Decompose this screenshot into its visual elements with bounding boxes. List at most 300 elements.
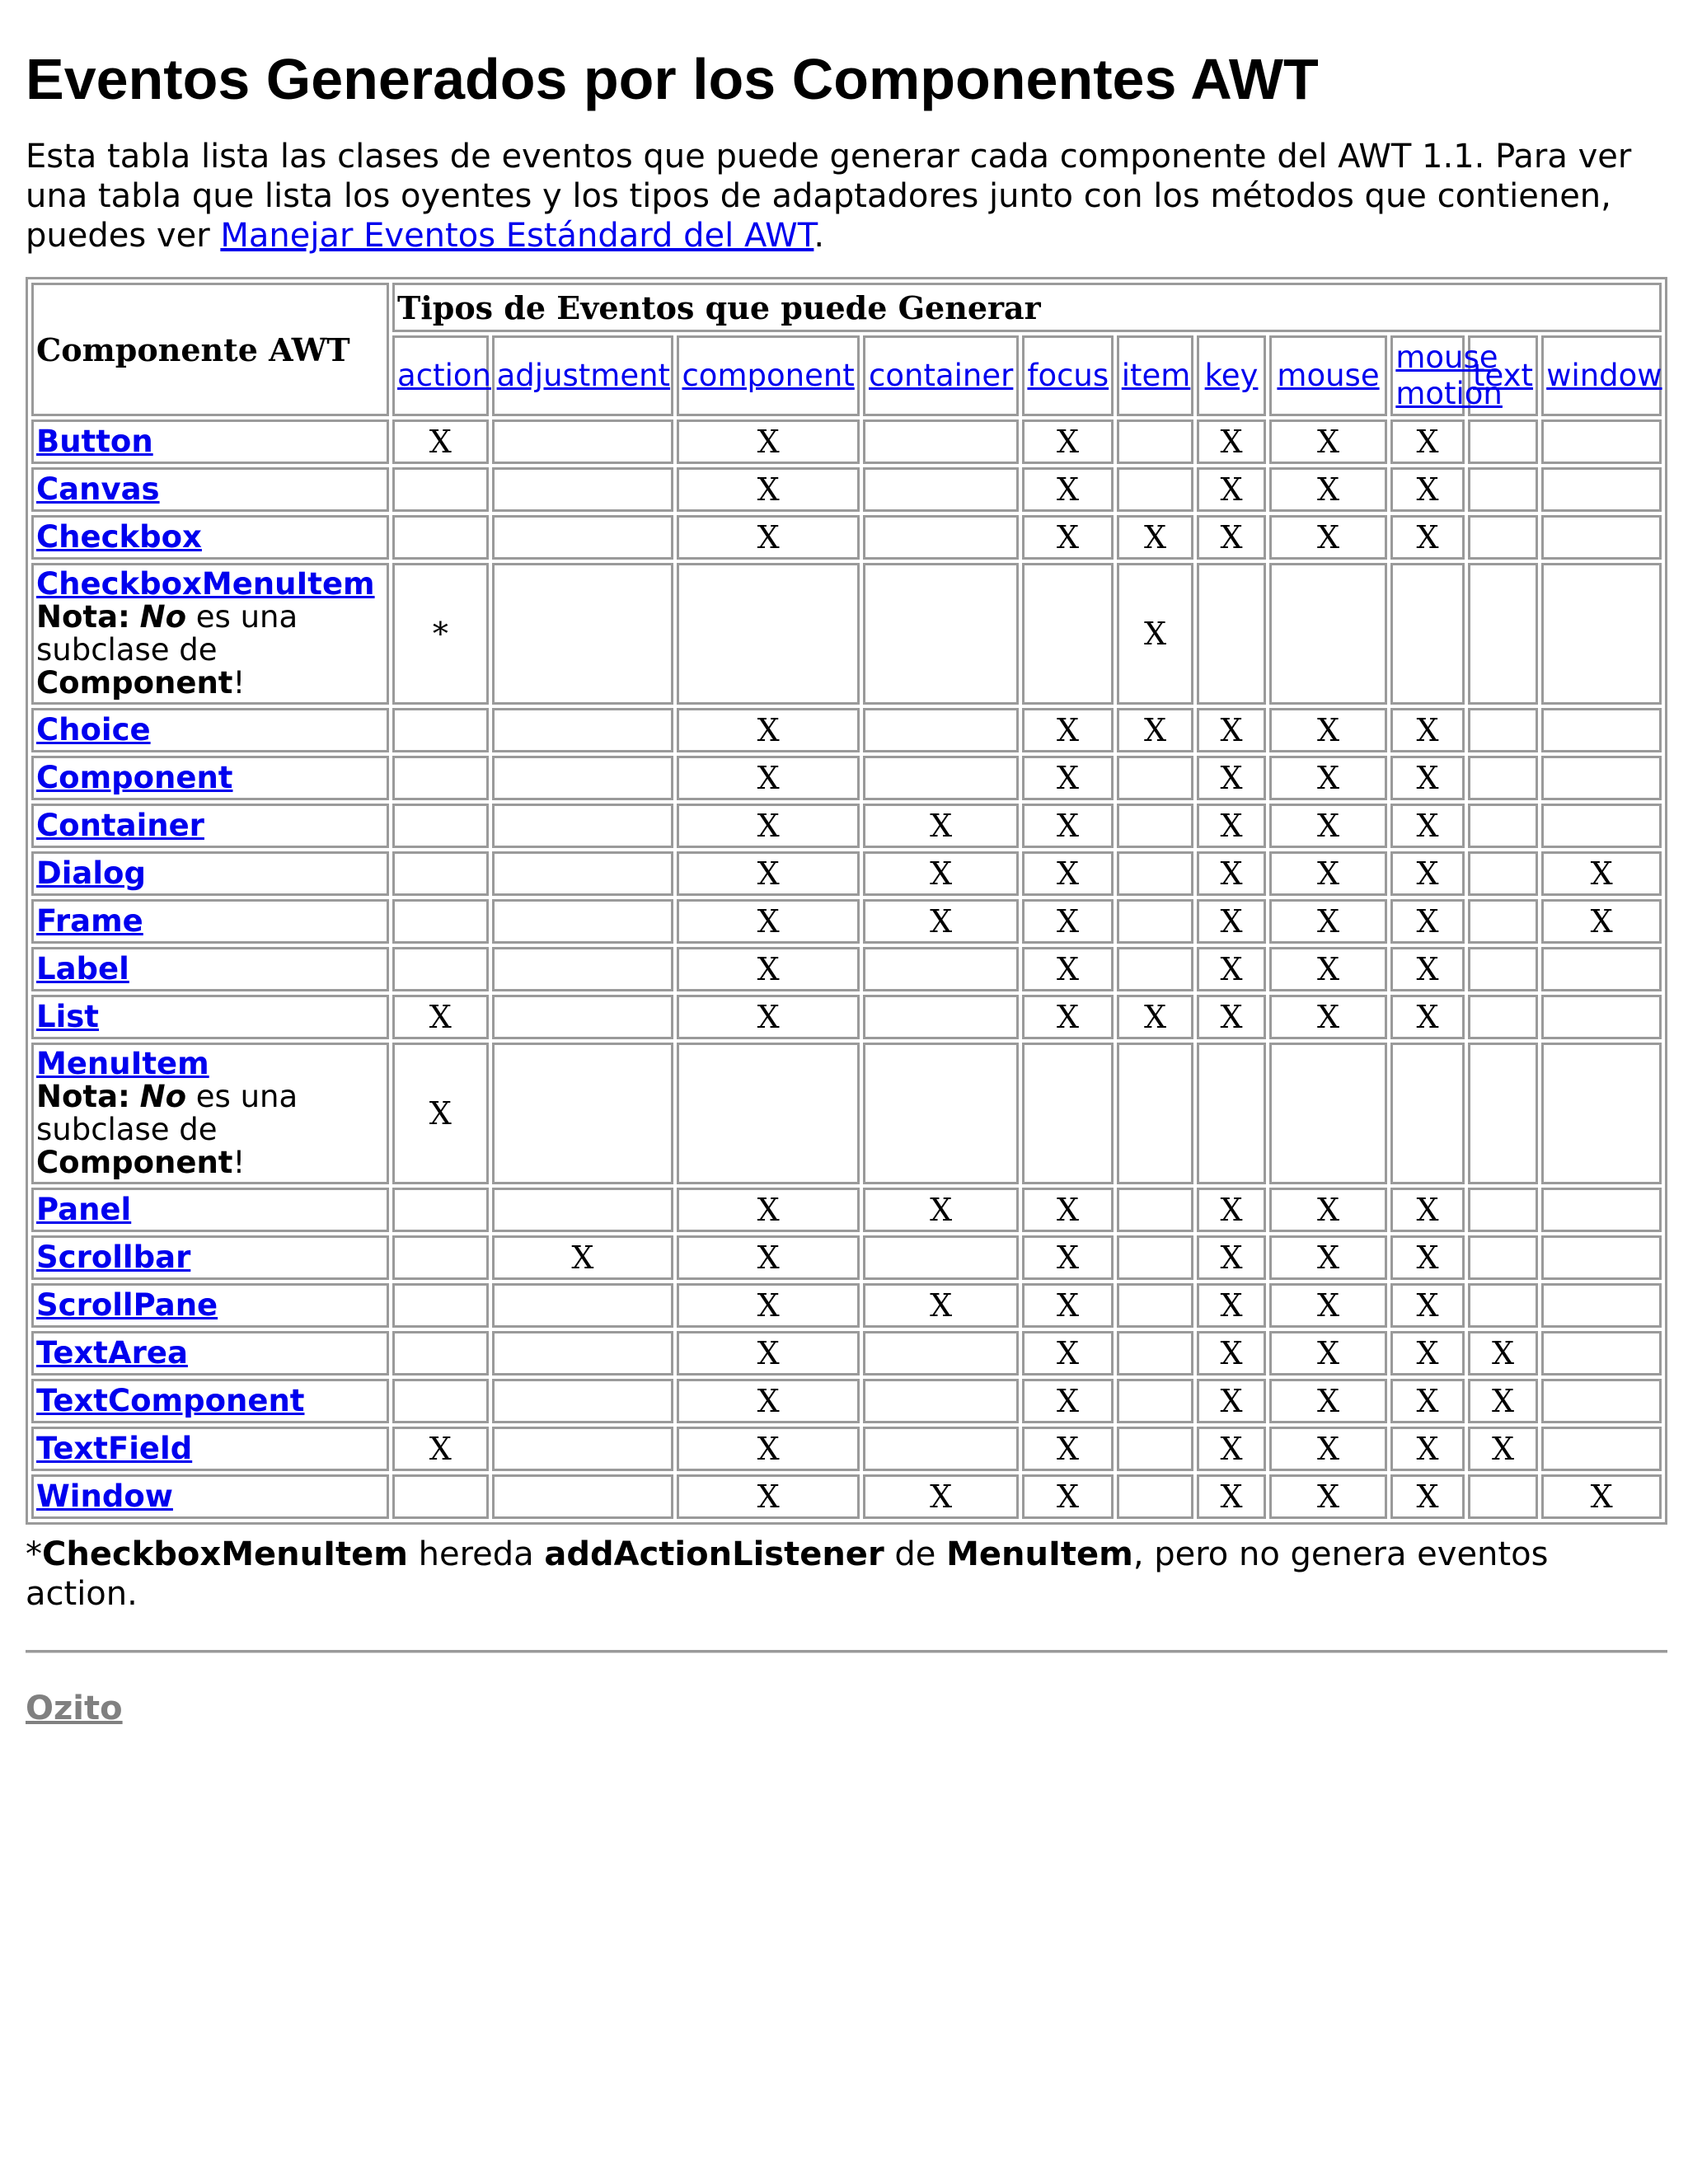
column-header-window: [1541, 335, 1662, 416]
footnote-menuitem: MenuItem: [946, 1535, 1133, 1573]
table-row: [31, 1331, 1662, 1376]
event-cell-container: [863, 1331, 1019, 1376]
event-cell-adjustment: [492, 899, 674, 944]
event-cell-item: [1117, 1474, 1194, 1519]
table-row: [31, 1379, 1662, 1423]
table-row: [31, 1283, 1662, 1328]
event-cell-focus: X: [1022, 1474, 1113, 1519]
event-cell-adjustment: [492, 995, 674, 1039]
event-cell-item: [1117, 756, 1194, 800]
event-cell-action: X: [392, 995, 489, 1039]
event-cell-item: [1117, 899, 1194, 944]
event-cell-item: [1117, 1427, 1194, 1471]
event-cell-window: [1541, 708, 1662, 752]
component-cell: [31, 708, 389, 752]
event-cell-focus: X: [1022, 1379, 1113, 1423]
event-cell-item: X: [1117, 708, 1194, 752]
event-cell-mouse: X: [1269, 1379, 1388, 1423]
note-component: Component: [36, 1145, 233, 1180]
event-cell-mouse-motion: X: [1390, 419, 1465, 464]
footnote-star: *: [26, 1535, 42, 1573]
component-link-button[interactable]: Button: [36, 424, 153, 459]
event-cell-mouse: X: [1269, 1331, 1388, 1376]
event-cell-item: X: [1117, 563, 1194, 705]
column-link-key[interactable]: key: [1204, 358, 1259, 393]
event-cell-focus: X: [1022, 899, 1113, 944]
event-cell-key: X: [1197, 899, 1265, 944]
event-cell-component: X: [677, 804, 860, 848]
event-cell-window: [1541, 419, 1662, 464]
event-cell-focus: X: [1022, 1331, 1113, 1376]
event-cell-mouse: X: [1269, 851, 1388, 896]
note-label: Nota:: [36, 1079, 130, 1114]
event-cell-window: [1541, 947, 1662, 991]
event-cell-item: [1117, 1379, 1194, 1423]
note-end: !: [232, 1145, 246, 1180]
event-cell-focus: X: [1022, 1188, 1113, 1232]
event-cell-component: X: [677, 1188, 860, 1232]
table-row: [31, 1043, 1662, 1184]
footnote-text-1: hereda: [407, 1535, 545, 1573]
event-cell-component: [677, 563, 860, 705]
column-link-container[interactable]: container: [869, 358, 1014, 393]
component-cell: [31, 947, 389, 991]
event-cell-action: [392, 1283, 489, 1328]
event-cell-mouse-motion: X: [1390, 756, 1465, 800]
event-cell-mouse: X: [1269, 467, 1388, 512]
column-link-component[interactable]: component: [682, 358, 855, 393]
event-cell-adjustment: [492, 467, 674, 512]
event-cell-mouse: X: [1269, 804, 1388, 848]
event-cell-window: [1541, 756, 1662, 800]
column-header-focus: [1022, 335, 1113, 416]
event-cell-text: [1468, 467, 1538, 512]
event-cell-key: X: [1197, 947, 1265, 991]
event-cell-item: X: [1117, 515, 1194, 560]
event-cell-text: X: [1468, 1331, 1538, 1376]
divider: [26, 1650, 1667, 1653]
event-cell-key: X: [1197, 995, 1265, 1039]
event-cell-container: X: [863, 1188, 1019, 1232]
component-note: [36, 1080, 384, 1179]
component-cell: [31, 1379, 389, 1423]
author-line: [26, 1690, 1667, 1727]
component-cell: [31, 419, 389, 464]
event-cell-mouse-motion: X: [1390, 947, 1465, 991]
event-cell-focus: X: [1022, 756, 1113, 800]
column-link-action[interactable]: action: [397, 358, 491, 393]
column-header-container: [863, 335, 1019, 416]
event-cell-focus: X: [1022, 1283, 1113, 1328]
event-cell-focus: X: [1022, 515, 1113, 560]
event-cell-key: X: [1197, 467, 1265, 512]
component-cell: [31, 1331, 389, 1376]
event-cell-mouse-motion: X: [1390, 515, 1465, 560]
event-cell-container: [863, 1427, 1019, 1471]
event-cell-mouse: X: [1269, 995, 1388, 1039]
event-cell-text: [1468, 851, 1538, 896]
event-cell-component: X: [677, 1235, 860, 1280]
component-cell: [31, 899, 389, 944]
event-cell-text: X: [1468, 1379, 1538, 1423]
note-middle: es una subclase de: [36, 599, 298, 668]
event-cell-mouse: X: [1269, 947, 1388, 991]
event-cell-action: [392, 1331, 489, 1376]
component-link-frame[interactable]: Frame: [36, 903, 143, 939]
page-content: [26, 0, 1667, 1727]
component-link-canvas[interactable]: Canvas: [36, 471, 160, 507]
table-row: [31, 756, 1662, 800]
event-cell-action: [392, 947, 489, 991]
event-cell-text: [1468, 899, 1538, 944]
event-cell-component: X: [677, 467, 860, 512]
intro-text: Esta tabla lista las clases de eventos que puede generar cada componente del AWT 1.1. Para ver una tabla que lista los oyentes y los tipos de adaptadores junto con los métodos que contienen, puedes ver: [26, 138, 1632, 255]
component-link-choice[interactable]: Choice: [36, 712, 151, 748]
event-cell-text: [1468, 1474, 1538, 1519]
event-cell-mouse: [1269, 563, 1388, 705]
event-cell-window: [1541, 1188, 1662, 1232]
event-cell-mouse-motion: X: [1390, 708, 1465, 752]
event-cell-key: X: [1197, 1427, 1265, 1471]
event-cell-mouse-motion: [1390, 563, 1465, 705]
event-cell-mouse-motion: X: [1390, 1379, 1465, 1423]
event-cell-adjustment: [492, 1474, 674, 1519]
event-cell-key: X: [1197, 515, 1265, 560]
event-cell-window: [1541, 515, 1662, 560]
event-cell-item: [1117, 1235, 1194, 1280]
column-header-mouse-motion: [1390, 335, 1503, 416]
event-cell-action: [392, 708, 489, 752]
event-cell-mouse: X: [1269, 708, 1388, 752]
component-link-textfield[interactable]: TextField: [36, 1431, 193, 1466]
event-cell-adjustment: [492, 1188, 674, 1232]
event-cell-container: [863, 1379, 1019, 1423]
table-row: [31, 467, 1662, 512]
event-cell-focus: X: [1022, 467, 1113, 512]
event-cell-item: [1117, 1283, 1194, 1328]
component-note: [36, 601, 384, 700]
event-cell-mouse: X: [1269, 1283, 1388, 1328]
column-header-item: [1117, 335, 1194, 416]
events-table: [26, 277, 1667, 1525]
event-cell-key: X: [1197, 1235, 1265, 1280]
event-cell-adjustment: [492, 947, 674, 991]
column-link-focus[interactable]: focus: [1027, 358, 1109, 393]
event-cell-action: X: [392, 419, 489, 464]
column-header-action: [392, 335, 489, 416]
event-cell-item: X: [1117, 995, 1194, 1039]
event-cell-text: [1468, 1235, 1538, 1280]
column-link-mouse-motion[interactable]: mouse motion: [1395, 340, 1503, 411]
table-row: [31, 995, 1662, 1039]
event-cell-component: X: [677, 1283, 860, 1328]
event-cell-adjustment: [492, 419, 674, 464]
component-cell: [31, 1235, 389, 1280]
component-cell: [31, 1427, 389, 1471]
component-link-scrollbar[interactable]: Scrollbar: [36, 1240, 191, 1275]
event-cell-text: [1468, 756, 1538, 800]
event-cell-action: [392, 756, 489, 800]
component-cell: [31, 1043, 389, 1184]
component-cell: [31, 467, 389, 512]
event-cell-item: [1117, 947, 1194, 991]
table-row: [31, 708, 1662, 752]
event-cell-window: [1541, 995, 1662, 1039]
event-cell-container: [863, 419, 1019, 464]
event-cell-mouse-motion: X: [1390, 467, 1465, 512]
event-cell-container: X: [863, 804, 1019, 848]
event-cell-focus: X: [1022, 1427, 1113, 1471]
event-cell-text: [1468, 804, 1538, 848]
event-cell-adjustment: [492, 1379, 674, 1423]
event-cell-container: [863, 995, 1019, 1039]
event-cell-text: [1468, 563, 1538, 705]
footnote: [26, 1535, 1667, 1614]
event-cell-key: X: [1197, 708, 1265, 752]
component-cell: [31, 851, 389, 896]
event-cell-action: [392, 804, 489, 848]
event-cell-adjustment: [492, 515, 674, 560]
event-cell-adjustment: [492, 1427, 674, 1471]
component-cell: [31, 804, 389, 848]
event-cell-window: [1541, 1235, 1662, 1280]
event-cell-action: [392, 899, 489, 944]
table-row: [31, 804, 1662, 848]
event-cell-container: X: [863, 1474, 1019, 1519]
event-cell-container: [863, 756, 1019, 800]
component-cell: [31, 756, 389, 800]
event-cell-component: X: [677, 419, 860, 464]
column-header-mouse: [1269, 335, 1388, 416]
component-link-menuitem[interactable]: MenuItem: [36, 1046, 209, 1081]
event-cell-key: X: [1197, 756, 1265, 800]
column-header-adjustment: [492, 335, 674, 416]
event-cell-key: X: [1197, 851, 1265, 896]
event-cell-mouse: X: [1269, 899, 1388, 944]
event-cell-component: X: [677, 1474, 860, 1519]
event-cell-text: X: [1468, 1427, 1538, 1471]
event-cell-text: [1468, 419, 1538, 464]
event-cell-mouse-motion: X: [1390, 899, 1465, 944]
event-cell-adjustment: [492, 1043, 674, 1184]
component-link-dialog[interactable]: Dialog: [36, 855, 146, 891]
event-cell-mouse-motion: X: [1390, 804, 1465, 848]
event-cell-container: [863, 708, 1019, 752]
table-row: [31, 851, 1662, 896]
note-no: No: [139, 1079, 186, 1114]
event-cell-mouse-motion: X: [1390, 1474, 1465, 1519]
event-cell-focus: X: [1022, 419, 1113, 464]
note-middle: es una subclase de: [36, 1079, 298, 1147]
table-row: [31, 1235, 1662, 1280]
event-types-header: Tipos de Eventos que puede Generar: [392, 283, 1662, 332]
event-cell-adjustment: [492, 563, 674, 705]
table-row: [31, 419, 1662, 464]
event-cell-action: [392, 851, 489, 896]
event-cell-mouse-motion: X: [1390, 1331, 1465, 1376]
table-row: [31, 1427, 1662, 1471]
event-cell-item: [1117, 1188, 1194, 1232]
event-cell-text: [1468, 947, 1538, 991]
event-cell-action: X: [392, 1427, 489, 1471]
event-cell-action: X: [392, 1043, 489, 1184]
event-cell-item: [1117, 804, 1194, 848]
event-cell-container: [863, 1043, 1019, 1184]
note-end: !: [232, 665, 246, 701]
component-link-panel[interactable]: Panel: [36, 1192, 132, 1227]
footnote-addactionlistener: addActionListener: [544, 1535, 884, 1573]
event-cell-key: X: [1197, 1283, 1265, 1328]
event-cell-window: [1541, 1379, 1662, 1423]
event-cell-adjustment: [492, 708, 674, 752]
event-cell-window: X: [1541, 851, 1662, 896]
component-link-textarea[interactable]: TextArea: [36, 1335, 188, 1371]
column-link-text[interactable]: text: [1473, 358, 1534, 393]
component-link-checkboxmenuitem[interactable]: CheckboxMenuItem: [36, 566, 375, 602]
event-cell-window: X: [1541, 899, 1662, 944]
event-cell-mouse: X: [1269, 515, 1388, 560]
table-row: [31, 515, 1662, 560]
column-header-component: [677, 335, 860, 416]
component-link-checkbox[interactable]: Checkbox: [36, 519, 202, 555]
event-cell-key: X: [1197, 1474, 1265, 1519]
event-cell-mouse-motion: X: [1390, 1427, 1465, 1471]
note-no: No: [139, 599, 186, 635]
event-cell-adjustment: [492, 1331, 674, 1376]
table-row: [31, 1474, 1662, 1519]
event-cell-component: [677, 1043, 860, 1184]
table-body: [31, 419, 1662, 1519]
table-row: [31, 947, 1662, 991]
event-cell-component: X: [677, 851, 860, 896]
event-cell-text: [1468, 708, 1538, 752]
footnote-checkboxmenuitem: CheckboxMenuItem: [42, 1535, 408, 1573]
event-cell-key: X: [1197, 1188, 1265, 1232]
event-cell-mouse-motion: [1390, 1043, 1465, 1184]
event-cell-component: X: [677, 515, 860, 560]
event-cell-focus: X: [1022, 851, 1113, 896]
event-cell-text: [1468, 995, 1538, 1039]
event-cell-text: [1468, 1283, 1538, 1328]
event-cell-component: X: [677, 1331, 860, 1376]
component-header: Componente AWT: [31, 283, 389, 416]
component-cell: [31, 1283, 389, 1328]
event-cell-item: [1117, 1331, 1194, 1376]
component-cell: [31, 1188, 389, 1232]
event-cell-action: [392, 1235, 489, 1280]
page-title: Eventos Generados por los Componentes AWT: [26, 47, 1319, 111]
event-cell-focus: X: [1022, 947, 1113, 991]
table-row: [31, 899, 1662, 944]
column-link-mouse[interactable]: mouse: [1277, 358, 1380, 393]
event-cell-action: [392, 1379, 489, 1423]
event-cell-component: X: [677, 1427, 860, 1471]
event-cell-window: [1541, 1427, 1662, 1471]
event-cell-window: [1541, 1331, 1662, 1376]
event-cell-component: X: [677, 756, 860, 800]
event-cell-adjustment: [492, 851, 674, 896]
column-link-item[interactable]: item: [1121, 358, 1191, 393]
event-cell-mouse: X: [1269, 1427, 1388, 1471]
component-link-window[interactable]: Window: [36, 1479, 173, 1514]
event-cell-item: [1117, 1043, 1194, 1184]
event-cell-action: *: [392, 563, 489, 705]
event-cell-component: X: [677, 947, 860, 991]
event-cell-container: X: [863, 899, 1019, 944]
event-cell-key: [1197, 563, 1265, 705]
author-link[interactable]: Ozito: [26, 1690, 123, 1727]
event-cell-container: X: [863, 1283, 1019, 1328]
event-cell-key: X: [1197, 419, 1265, 464]
intro-end: .: [814, 217, 825, 255]
event-cell-mouse: X: [1269, 1235, 1388, 1280]
event-cell-mouse: X: [1269, 1188, 1388, 1232]
event-cell-focus: X: [1022, 1235, 1113, 1280]
event-cell-mouse-motion: X: [1390, 1188, 1465, 1232]
intro-paragraph: [26, 137, 1667, 255]
event-cell-mouse-motion: X: [1390, 995, 1465, 1039]
event-cell-adjustment: [492, 756, 674, 800]
event-cell-item: [1117, 851, 1194, 896]
event-cell-focus: [1022, 563, 1113, 705]
component-link-component[interactable]: Component: [36, 760, 233, 795]
event-cell-adjustment: X: [492, 1235, 674, 1280]
event-cell-action: [392, 1474, 489, 1519]
event-cell-window: [1541, 804, 1662, 848]
component-link-list[interactable]: List: [36, 999, 99, 1034]
component-link-scrollpane[interactable]: ScrollPane: [36, 1287, 218, 1323]
event-cell-container: [863, 947, 1019, 991]
event-cell-window: [1541, 563, 1662, 705]
event-cell-component: X: [677, 995, 860, 1039]
event-cell-window: [1541, 1283, 1662, 1328]
event-cell-key: X: [1197, 1379, 1265, 1423]
event-cell-container: [863, 467, 1019, 512]
event-cell-container: [863, 1235, 1019, 1280]
event-cell-mouse-motion: X: [1390, 851, 1465, 896]
event-cell-key: X: [1197, 804, 1265, 848]
column-link-adjustment[interactable]: adjustment: [496, 358, 671, 393]
event-cell-component: X: [677, 1379, 860, 1423]
event-cell-component: X: [677, 899, 860, 944]
component-cell: [31, 1474, 389, 1519]
column-link-window[interactable]: window: [1546, 358, 1662, 393]
intro-link[interactable]: Manejar Eventos Estándard del AWT: [220, 217, 814, 255]
event-cell-text: [1468, 1043, 1538, 1184]
event-cell-key: [1197, 1043, 1265, 1184]
event-cell-window: [1541, 467, 1662, 512]
event-cell-focus: X: [1022, 804, 1113, 848]
component-link-container[interactable]: Container: [36, 808, 204, 843]
component-link-label[interactable]: Label: [36, 951, 129, 987]
event-cell-component: X: [677, 708, 860, 752]
event-cell-mouse-motion: X: [1390, 1283, 1465, 1328]
event-cell-mouse: X: [1269, 756, 1388, 800]
note-label: Nota:: [36, 599, 130, 635]
event-cell-window: X: [1541, 1474, 1662, 1519]
event-cell-item: [1117, 467, 1194, 512]
event-cell-item: [1117, 419, 1194, 464]
event-cell-adjustment: [492, 1283, 674, 1328]
event-cell-mouse: X: [1269, 1474, 1388, 1519]
component-cell: [31, 563, 389, 705]
event-cell-mouse-motion: X: [1390, 1235, 1465, 1280]
event-cell-action: [392, 515, 489, 560]
event-cell-text: [1468, 1188, 1538, 1232]
component-link-textcomponent[interactable]: TextComponent: [36, 1383, 305, 1418]
event-cell-focus: X: [1022, 995, 1113, 1039]
event-cell-focus: X: [1022, 708, 1113, 752]
